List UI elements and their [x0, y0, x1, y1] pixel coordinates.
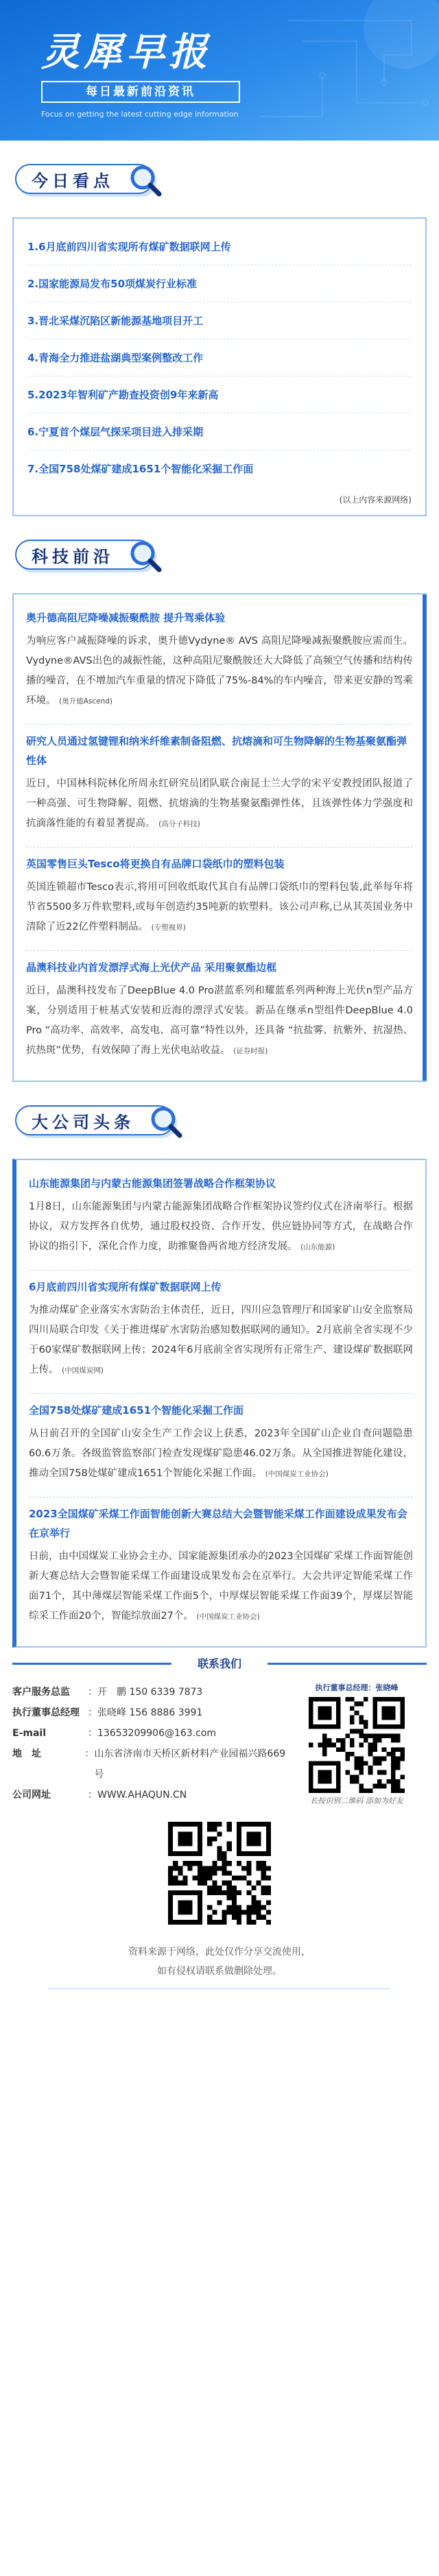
- masthead-subtitle: 每日最新前沿资讯: [41, 81, 240, 103]
- article-title[interactable]: 晶澳科技业内首发漂浮式海上光伏产品 采用聚氨酯边框: [26, 961, 277, 974]
- article-body: [29, 1424, 413, 1484]
- qr-label: 执行董事总经理：张晓峰: [315, 1683, 399, 1692]
- accent-bar: [423, 594, 427, 1081]
- article-title[interactable]: 奥升德高阻尼降噪减振聚酰胺 提升驾乘体验: [26, 612, 226, 624]
- masthead-english: Focus on getting the latest cutting edge information: [41, 110, 239, 119]
- contact-key: 客户服务总监: [12, 1687, 70, 1698]
- tech-list: [26, 601, 413, 1074]
- article-text: 为推动煤矿企业落实水害防治主体责任，近日，四川应急管理厅和国家矿山安全监察局四川局联合印发《关于推进煤矿水害防治感知数据联网的通知》。2月底前全省实现不少于60家煤矿数据联网上传；2024年6月底前全省实现所有正常生产、建设煤矿数据联网上传。: [29, 1305, 413, 1375]
- article-text: 日前，由中国煤炭工业协会主办、国家能源集团承办的2023全国煤矿采煤工作面智能创新大赛总结大会暨智能采煤工作面建设成果发布会在京举行。大会共评定智能采煤工作面71个，其中薄煤层智能采煤工作面5个，中厚煤层智能采煤工作面39个，厚煤层智能综采工作面20个，智能综放面27个。: [29, 1551, 413, 1622]
- qr-caption: 长按识别二维码 添加为好友: [310, 1796, 403, 1805]
- article-title[interactable]: 山东能源集团与内蒙古能源集团签署战略合作框架协议: [29, 1177, 276, 1190]
- contact-rows: [12, 1682, 287, 1807]
- article-body: [29, 1301, 413, 1381]
- magnifier-icon: [128, 162, 162, 197]
- article-source: (中国煤炭工业协会): [265, 1470, 329, 1478]
- article-text: 从日前召开的全国矿山安全生产工作会议上获悉，2023年全国矿山企业自查问题隐患60.6万条。各级监管监察部门检查发现煤矿隐患46.02万条。从全国推进智能化建设，推动全国758处煤矿建成1651个智能化采掘工作面。: [29, 1428, 413, 1479]
- article-body: [26, 774, 413, 834]
- contact-value: 张晓峰 156 8886 3991: [97, 1707, 203, 1718]
- article-body: [29, 1547, 413, 1627]
- toc-item[interactable]: 2.国家能源局发布50项煤炭行业标准: [27, 265, 412, 302]
- article: [29, 1167, 413, 1271]
- magnifier-icon: [128, 538, 162, 573]
- article-body: [26, 981, 413, 1061]
- article: [29, 1271, 413, 1394]
- company-list: [29, 1167, 413, 1639]
- masthead-title: 灵犀早报: [41, 30, 211, 75]
- section-title-today: 今日看点: [32, 170, 114, 191]
- contact-colon: ：: [88, 1728, 97, 1739]
- article: [26, 725, 413, 847]
- section-title-company: 大公司头条: [32, 1111, 134, 1132]
- contact-qr: [287, 1682, 427, 1807]
- contact-row: [12, 1682, 287, 1702]
- contact-body: [12, 1671, 427, 1807]
- contact-row: [12, 1785, 287, 1805]
- contact-title: 联系我们: [171, 1655, 268, 1671]
- toc-item[interactable]: 4.青海全力推进盐湖典型案例整改工作: [27, 339, 412, 376]
- disclaimer-line-1: 资料来源于网络，此处仅作分享交流使用，: [128, 1947, 311, 1958]
- toc-item[interactable]: 5.2023年智利矿产勘查投资创9年来新高: [27, 376, 412, 413]
- disclaimer-line-2: 如有侵权请联系做删除处理。: [157, 1966, 282, 1977]
- toc-item[interactable]: 6.宁夏首个煤层气探采项目进入排采期: [27, 413, 412, 450]
- masthead: [0, 0, 439, 141]
- article-body: [26, 878, 413, 938]
- contact-key: 执行董事总经理: [12, 1707, 80, 1718]
- toc-items: [27, 228, 412, 487]
- contact-row: [12, 1702, 287, 1723]
- official-account-qr: [12, 1822, 427, 1925]
- article: [29, 1497, 413, 1639]
- contact-row: [12, 1744, 287, 1785]
- toc-source: (以上内容来源网络): [339, 495, 412, 505]
- article-source: (奥升德Ascend): [59, 697, 113, 706]
- contact-key: 公司网址: [12, 1790, 51, 1801]
- article-source: (高分子科技): [158, 820, 200, 828]
- qr-code[interactable]: [168, 1822, 271, 1925]
- section-pill: [15, 164, 154, 194]
- contact-key: E-mail: [12, 1728, 47, 1739]
- contact-key: 地 址: [12, 1748, 41, 1759]
- article-source: (专塑视界): [151, 924, 186, 932]
- article-title[interactable]: 2023全国煤矿采煤工作面智能创新大赛总结大会暨智能采煤工作面建设成果发布会在京举行: [29, 1508, 407, 1539]
- section-today-header: [0, 141, 439, 217]
- article-text: 近日，晶澳科技发布了DeepBlue 4.0 Pro湛蓝系列和耀蓝系列两种海上光伏n型产品方案，分别适用于桩基式安装和近海的漂浮式安装。新品在继承n型组件DeepBlue 4.0 Pro “高功率、高效率、高发电、高可靠”特性以外，还具备 “抗盐雾、抗紫外、抗湿热、抗热斑”优势，有效保障了海上光伏电站收益。: [26, 985, 413, 1056]
- divider: [48, 1988, 391, 1990]
- article-source: (中国煤炭网): [62, 1367, 104, 1375]
- article-text: 为响应客户减振降噪的诉求，奥升德Vydyne® AVS 高阻尼降噪减振聚酰胺应需而生。Vydyne®AVS出色的减振性能，这种高阻尼聚酰胺还大大降低了高频空气传播和结构传播的噪音，在不增加汽车重量的情况下降低了75%-84%的车内噪音，带来更安静的驾乘环境。: [26, 636, 413, 706]
- contact-value: 13653209906@163.com: [97, 1728, 217, 1739]
- article-text: 近日，中国林科院林化所周永红研究员团队联合南昆士兰大学的宋平安教授团队报道了一种高强、可生物降解、阻燃、抗熔滴的生物基聚氨酯弹性体，且该弹性体力学强度和抗滴落性能的有着显著提高。: [26, 778, 413, 829]
- contact-colon: ：: [88, 1790, 97, 1801]
- company-articles: [12, 1159, 427, 1648]
- magnifier-icon: [148, 1104, 182, 1138]
- contact-section: [12, 1657, 427, 1925]
- section-tech-header: [0, 516, 439, 593]
- article: [29, 1394, 413, 1497]
- article-title[interactable]: 英国零售巨头Tesco将更换自有品牌口袋纸巾的塑料包装: [26, 858, 285, 870]
- qr-code[interactable]: [309, 1697, 405, 1793]
- article-body: [29, 1197, 413, 1257]
- contact-row: [12, 1723, 287, 1744]
- article-text: 英国连锁超市Tesco表示,将用可回收纸取代其自有品牌口袋纸巾的塑料包装,此举每年将节省5500多万件软塑料,或每年创造约35吨新的软塑料。该公司声称,已从其英国业务中清除了近22亿件塑料制品。: [26, 882, 413, 932]
- today-list: [12, 217, 427, 516]
- contact-colon: ：: [88, 1687, 97, 1698]
- contact-colon: ：: [88, 1707, 97, 1718]
- section-pill: [15, 540, 154, 570]
- contact-value: 开 鹏 150 6339 7873: [97, 1687, 203, 1698]
- article-title[interactable]: 6月底前四川省实现所有煤矿数据联网上传: [29, 1281, 222, 1293]
- article-text: 1月8日，山东能源集团与内蒙古能源集团战略合作框架协议签约仪式在济南举行。根据协议，双方发挥各自优势，通过股权投资、合作开发、供应链协同等方式，在战略合作协议的指引下，深化合作力度，助推聚鲁两省地方经济发展。: [29, 1201, 413, 1252]
- tech-articles: [12, 593, 427, 1082]
- article: [26, 847, 413, 951]
- article-title[interactable]: 全国758处煤矿建成1651个智能化采掘工作面: [29, 1404, 244, 1417]
- toc-item[interactable]: 3.晋北采煤沉陷区新能源基地项目开工: [27, 302, 412, 339]
- section-company-header: [0, 1082, 439, 1159]
- contact-value: WWW.AHAQUN.CN: [97, 1790, 187, 1801]
- article: [26, 951, 413, 1074]
- disclaimer: [0, 1942, 439, 2006]
- toc-item[interactable]: 7.全国758处煤矿建成1651个智能化采掘工作面: [27, 463, 254, 475]
- toc-item[interactable]: 1.6月底前四川省实现所有煤矿数据联网上传: [27, 228, 412, 265]
- section-title-tech: 科技前沿: [32, 546, 114, 566]
- contact-colon: ：: [84, 1748, 95, 1759]
- article-source: (证券时报): [233, 1047, 268, 1055]
- section-pill: [15, 1105, 174, 1135]
- article-source: (中国煤炭工业协会): [196, 1613, 260, 1621]
- contact-value: 山东省济南市天桥区新材料产业园福兴路669号: [94, 1748, 286, 1780]
- article-source: (山东能源): [300, 1243, 335, 1251]
- article-body: [26, 631, 413, 712]
- article-title[interactable]: 研究人员通过氢键锂和纳米纤维素制备阻燃、抗熔滴和可生物降解的生物基聚氨酯弹性体: [26, 735, 407, 767]
- article: [26, 601, 413, 725]
